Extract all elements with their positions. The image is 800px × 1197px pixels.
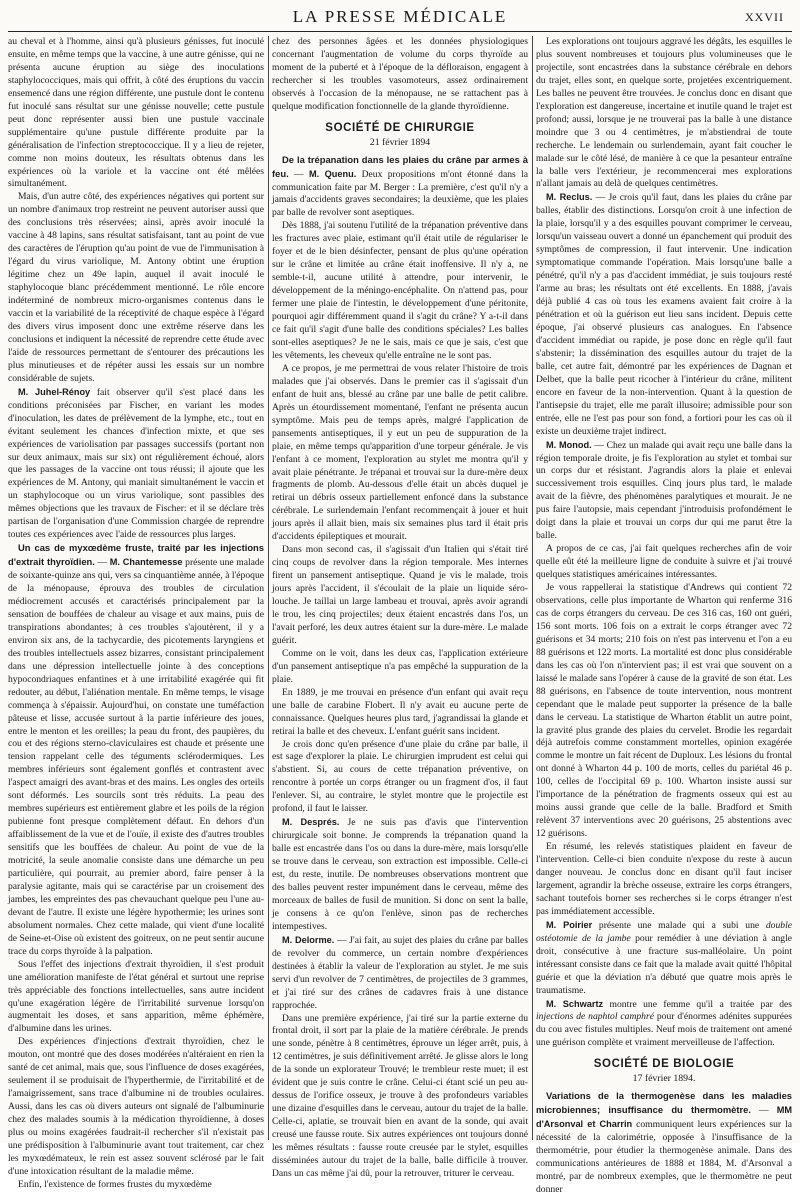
paragraph: Dès 1888, j'ai soutenu l'utilité de la trépanation préventive dans les fractures avec plaie, estimant qu'il était utile de régulariser le foyer et de le bien désinfecter, pensant de plus qu'une opération sur le crâne et limitée au crâne était inoffensive. Il n'y a, ne semble-t-il, aucune utilité à attendre, pour intervenir, le développement de la méningo-encéphalite. On n'attend pas, pour fermer une plaie de l'intestin, le développement d'une péritonite, pourquoi agir différemment quand il s'agit du crâne? Y a-t-il dans ce fait qu'il s'agit d'une balle des conditions spéciales? Les balles sont-elles aseptiques? Je ne le sais, mais ce que je sais, c'est que les vêtements, les cheveux qu'elle entraîne ne le sont pas. [272, 220, 528, 361]
paragraph: chez des personnes âgées et les données physiologiques concernant l'augmentation de volume du corps thyroïde au moment de la puberté et à l'époque de la défloraison, engagent à rechercher si les troubles vasomoteurs, assez ordinairement observés à l'occasion de la ménopause, ne se rattachent pas à quelque modification fonctionnelle de la glande thyroïdienne. [272, 36, 528, 112]
page-number: XXVII [745, 10, 784, 24]
communication-title: Variations de la thermogenèse dans les maladies microbiennes; insuffisance du thermomètre. [536, 1090, 792, 1116]
paragraph: Je crois donc qu'en présence d'une plaie du crâne par balle, il est sage d'explorer la plaie. Le chirurgien imprudent est celui qui s'abstient. Si, au cours de cette trépanation préventive, on rencontre à portée un corps étranger ou un fragment d'os, il faut l'enlever. Si, au contraire, le stylet montre que le projectile est profond, il faut le laisser. [272, 738, 528, 815]
paragraph-text: fait observer qu'il s'est placé dans les conditions préconisées par Fischer, en variant les modes d'inoculation, les dates de prélèvement de la lymphe, etc., tout en évitant seulement les chances d'infection mixte, et que ses expériences de variolisation par passages successifs (portant non sur deux animaux, mais sur six) ont régulièrement échoué, alors que les passages de la vaccine ont tous réussi; il ajoute que les expériences de M. Antony, qui maniait simultanément le vaccin et un staphylocoque ou un virus variolique, sont passibles des mêmes objections que les travaux de Fischer: et il se déclare très partisan de l'organisation d'une Commission chargée de reprendre toutes ces expériences avec l'aide de ressources plus larges. [8, 386, 264, 541]
speaker-name: M. Chantemesse [109, 557, 183, 568]
paragraph: Comme on le voit, dans les deux cas, l'application extérieure d'un pansement antiseptique n'a pas empêché la suppuration de la plaie. [272, 647, 528, 685]
speaker-name: M. Reclus. [546, 192, 593, 203]
paragraph [536, 998, 792, 1051]
header-rule [8, 31, 792, 32]
paragraph-text: présente une malade qui a subi une [592, 919, 766, 931]
column-3 [536, 36, 793, 1195]
paragraph: Enfin, l'existence de formes frustes du myxœdème [18, 1178, 212, 1190]
treatment-name: injections de naphtol camphré [536, 1011, 654, 1023]
paragraph-text: présente une malade de soixante-quinze ans qui, vers sa cinquantième année, à l'époque de la ménopause, éprouva des troubles de circulation médiocrement accusés et caractérisés principalement par la sensation de bouffées de chaleur au visage et aux mains, puis de transpirations abondantes; à ces troubles s'ajoutèrent, il y a environ six ans, de la tachycardie, des picotements laryngiens et des troubles intellectuels assez bizarres, consistant principalement dans une dépression intellectuelle jointe à des conceptions hypocondriaques enfantines et à une irritabilité exagérée qui fit redouter, au début, l'aliénation mentale. En même temps, le visage commença à s'épaissir. Aujourd'hui, on constate une tuméfaction pâteuse et lisse, accusée surtout à la partie inférieure des joues, entre le menton et les oreilles; la peau du front, des paupières, du cou et des régions sterno-claviculaires est chaude et présente une tension rappelant celle des téguments sclérodermiques. Les membres inférieurs sont également gonflés et contrastent avec l'aspect amaigri des avant-bras et des mains. Les ongles des orteils sont déformés. Les sourcils sont très réduits. La peau des membres supérieurs est entièrement glabre et les poils de la région pubienne font presque complètement défaut. En dehors d'un affaiblissement de la vue et de l'ouïe, il existe des d'autres troubles sensitifs que les bouffées de chaleur. Au point de vue de la motricité, la seule anomalie consiste dans une démarche un peu particulière, qui pourrait, au premier abord, faire penser à la paralysie agitante, mais qui se caractérise par un croisement des jambes, les empreintes des pas chevauchant quelque peu l'une au-devant de l'autre. Il existe une légère hypothermie; les urines sont absolument normales. Chez cette malade, qui vient d'une localité de Seine-et-Oise où existent des goitreux, on ne peut sentir aucune trace du corps thyroïde à la palpation. [8, 557, 264, 957]
speaker-name: MM d'Arsonval et Charrin [536, 1105, 793, 1130]
column-divider [268, 36, 269, 1140]
paragraph [536, 191, 792, 438]
column-2 [272, 36, 529, 1179]
paragraph-text: pour d'énormes adénites suppurées du cou avec fistules multiples. Neuf mois de traitement ont amené une guérison complète et vraiment merveilleuse de l'affection. [536, 1011, 792, 1049]
paragraph: En 1889, je me trouvai en présence d'un enfant qui avait reçu une balle de carabine Flobert. Il n'y avait eu aucune perte de connaissance. Quelques heures plus tard, j'agrandissai la glande et retirai la balle et des cheveux. L'enfant guérit sans incident. [272, 686, 528, 737]
section-date: 21 février 1894 [369, 136, 431, 148]
paragraph: Je vous rappellerai la statistique d'Andrews qui contient 72 observations, celle plus importante de Wharton qui renferme 316 cas de corps étrangers du cerveau. De ces 316 cas, 160 ont guéri, 156 sont morts. 106 fois on a extrait le corps étranger avec 72 guérisons et 34 morts; 210 fois on n'est pas intervenu et l'on a eu 88 guérisons et 122 morts. La mortalité est donc plus considérable dans les cas où l'on n'intervient pas; il est vrai que souvent on a laissé le malade sans l'opérer à cause de la gravité de son état. Les 88 guérisons, en l'absence de toute intervention, nous montrent cependant que le malade peut supporter la présence de la balle dans le cerveau. La statistique de Wharton établit un autre point, la gravité plus grande des plaies du cervelet. Brodie les regardait déjà autrefois comme constamment mortelles, opinion exagérée comme le montre un fait récent de Duploux. Les lésions du frontal ont donné à Wharton 44 p. 100 de morts, celles du pariétal 46 p. 100, celles de l'occipital 69 p. 100. Wharton insiste aussi sur l'importance de la pénétration de fragments osseux qui est au moins aussi grande que celle de la balle. Bradford et Smith relèvent 37 interventions avec 20 guérisons, 25 abstentions avec 12 guérisons. [536, 582, 792, 840]
paragraph-text: — J'ai fait, au sujet des plaies du crâne par balles de revolver du commerce, un certain nombre d'expériences destinées à établir la valeur de l'exploration au stylet. Je me suis servi d'un revolver de 7 centimètres, de projectiles de 3 grammes, et j'ai tiré sur des crânes de cadavres frais à une distance rapprochée. [272, 934, 529, 1011]
communication-title: De la trépanation dans les plaies du crâne par armes à feu. [272, 153, 528, 179]
speaker-name: M. Després. [282, 817, 340, 828]
section-date: 17 février 1894. [632, 1073, 696, 1085]
paragraph: Des expériences d'injections d'extrait thyroïdien, chez le mouton, ont montré que des doses modérées n'altéraient en rien la santé de cet animal, mais que, sous l'influence de doses exagérées, seulement il se produisait de l'hyperthermie, de l'irritabilité et de l'amaigrissement, sans trace d'albumine ni de troubles oculaires. Aussi, dans les cas où divers auteurs ont signalé de l'albuminurie chez des malades soumis à la médication thyroïdienne, à doses plus ou moins exagérées faudrait-il rechercher s'il n'existait pas une prédisposition à l'albuminurie avant tout traitement, car chez les myxœdémateux, le rein est assez souvent sclérosé par le fait d'une intoxication résultant de la maladie même. [8, 1036, 264, 1177]
speaker-name: M. Poirier [546, 919, 593, 930]
paragraph-text: communiquent leurs expériences sur la nécessité de la calorimétrie, opposée à l'insuffisance de la thermométrie, pour étudier la thermogenèse animale. Dans des communications antérieures de 1888 et 1884, M. d'Arsonval a montré, par de nombreux exemples, que le thermomètre ne peut donner [536, 1119, 792, 1195]
paragraph: Un cas de myxœdème fruste, traité par les injections d'extrait thyroïdien. — M. Chantemesse présente une malade de soixante-quinze ans qui, vers sa cinquantième année, à l'époque de la ménopause, éprouva des troubles de circulation médiocrement accusés et caractérisés principalement par la sensation de bouffées de chaleur au visage et aux mains, puis de transpirations abondantes; à ces troubles s'ajoutèrent, il y a environ six ans, de la tachycardie, des picotements laryngiens et des troubles intellectuels assez bizarres, consistant principalement dans une dépression intellectuelle jointe à des conceptions hypocondriaques enfantines et à une irritabilité exagérée qui fit redouter, au début, l'aliénation mentale. En même temps, le visage commença à s'épaissir. Aujourd'hui, on constate une tuméfaction pâteuse et lisse, accusée surtout à la partie inférieure des joues, entre le menton et les oreilles; la peau du front, des paupières, du cou et des régions sterno-claviculaires est chaude et présente une tension rappelant celle des téguments sclérodermiques. Les membres inférieurs sont également gonflés et contrastent avec l'aspect amaigri des avant-bras et des mains. Les ongles des orteils sont déformés. Les sourcils sont très réduits. La peau des membres supérieurs est entièrement glabre et les poils de la région pubienne font presque complètement défaut. En dehors d'un affaiblissement de la vue et de l'ouïe, il existe des d'autres troubles sensitifs que les bouffées de chaleur. Au point de vue de la motricité, la seule anomalie consiste dans une démarche un peu particulière, qui pourrait, au premier abord, faire penser à la paralysie agitante, mais qui se caractérise par un croisement des jambes, les empreintes des pas chevauchant quelque peu l'une au-devant de l'autre. Il existe une légère hypothermie; les urines sont absolument normales. Chez cette malade, qui vient d'une localité de Seine-et-Oise où existent des goitreux, on ne peut sentir aucune trace du corps thyroïde à la palpation. [8, 542, 264, 957]
paragraph: Dans mon second cas, il s'agissait d'un Italien qui s'était tiré cinq coups de revolver dans la région temporale. Mes internes firent un pansement antiseptique. Quand je vis le malade, trois jours après l'accident, il s'écoulait de la plaie un liquide séro-louche. Je taillai un large lambeau et trouvai, après avoir agrandi le trou, les cinq projectiles; deux étaient encastrés dans l'os, un l'avait perforé, les deux autres étaient sur la dure-mère. Le malade guérit. [272, 544, 528, 646]
paragraph [8, 386, 264, 542]
procedure-name: double ostéotomie de la jambe [536, 919, 792, 944]
communication-title: Un cas de myxœdème fruste, traité par les injections d'extrait thyroïdien. [8, 542, 264, 568]
paragraph-text: pour remédier à une déviation à angle droit, consécutive à une fracture sus-malléolaire. Un point intéressant consiste dans ce fait que la malade avait quitté l'hôpital guérie et que la déviation n'a débuté que quatre mois après le traumatisme. [536, 932, 792, 996]
section-heading: SOCIÉTÉ DE BIOLOGIE [593, 1058, 735, 1071]
paragraph [536, 919, 792, 998]
paragraph: A ce propos, je me permettrai de vous relater l'histoire de trois malades que j'ai observés. Dans le premier cas il s'agissait d'un enfant de huit ans, blessé au crâne par une balle de petit calibre. Après un étourdissement momentané, l'enfant ne présenta aucun symptôme. Mais peu de temps après, malgré l'application de pansements antiseptiques, il y eut un peu de suppuration de la plaie, en même temps qu'apparition d'une torpeur générale. Je vis l'enfant à ce moment, l'exploration au stylet me montra qu'il y avait plaie pénétrante. Je trépanai et trouvai sur la dure-mère deux fragments de plomb. Au-dessous d'elle était un abcès duquel je retirai un débris osseux partiellement enfoncé dans la substance cérébrale. Le surlendemain l'enfant recommençait à jouer et huit jours après il allait bien, mais six semaines plus tard il était pris d'accidents épileptiques et mourait. [272, 362, 528, 543]
paragraph: Variations de la thermogenèse dans les maladies microbiennes; insuffisance du thermomètre. — MM d'Arsonval et Charrin communiquent leurs expériences sur la nécessité de la calorimétrie, opposée à l'insuffisance de la thermométrie, pour étudier la thermogenèse animale. Dans des communications antérieures de 1888 et 1884, M. d'Arsonval a montré, par de nombreux exemples, que le thermomètre ne peut donner [536, 1090, 793, 1195]
paragraph: au cheval et à l'homme, ainsi qu'à plusieurs génisses, fut inoculé ensuite, en même temps que la vaccine, à une autre génisse, qui ne présenta aucune éruption au siège des inoculations staphylococciques, mais qui offrit, à côté des éruptions du vaccin ensemencé dans une région différente, une pustule dont le contenu fut inoculé sans résultat sur une génisse nouvelle; cette pustule peut donc représenter aussi bien une pustule vaccinale supplémentaire qu'une pustule différente produite par la généralisation de l'infection streptococcique. Il y a lieu de rejeter, comme non moins douteux, les résultats obtenus dans les expériences où la variole et la vaccine ont été mêlées simultanément. [8, 36, 264, 190]
journal-title: LA PRESSE MÉDICALE [292, 7, 508, 26]
speaker-name: M. Monod. [546, 439, 592, 450]
column-divider [532, 36, 533, 1140]
speaker-name: M. Quenu. [308, 168, 357, 179]
paragraph-text: Deux propositions m'ont étonné dans la communication faite par M. Berger : La première, c'est qu'il n'y a jamais d'accidents graves secondaires; la deuxième, que les plaies par balle de revolver sont aseptiques. [272, 168, 529, 219]
paragraph [272, 934, 528, 1013]
section-heading: SOCIÉTÉ DE CHIRURGIE [325, 121, 475, 134]
paragraph: Sous l'effet des injections d'extrait thyroïdien, il s'est produit une amélioration manifeste de l'état général et surtout une reprise très appréciable des fonctions intellectuelles, sans autre incident qu'une exagération légère de l'irritabilité survenue lorsqu'on augmentait les doses, et sans apparition, même éphémère, d'albumine dans les urines. [8, 958, 264, 1035]
paragraph [536, 439, 792, 544]
paragraph: A propos de ce cas, j'ai fait quelques recherches afin de voir quelle eût été la meilleure ligne de conduite à suivre et j'ai trouvé quelques statistiques américaines intéressantes. [536, 543, 792, 581]
speaker-name: M. Delorme. [282, 934, 335, 945]
paragraph: Mais, d'un autre côté, des expériences négatives qui portent sur un nombre d'animaux trop restreint ne peuvent autoriser aussi que des conclusions très réservées; ainsi, après avoir inoculé la vaccine à 48 lapins, sans résultat satisfaisant, tant au point de vue des caractères de l'éruption qu'au point de vue de l'immunisation à l'égard du virus variolique, M. Antony obtint une éruption légitime chez un 49e lapin, auquel il avait inoculé le staphylocoque blanc précédemment mentionné. Le rôle encore indéterminé de nombreux micro-organismes contenus dans le vaccin et la variabilité de la réceptivité de chaque espèce à l'égard des divers virus imposent donc une extrême réserve dans les conclusions et indiquent la nécessité de reprendre cette étude avec l'aide de ressources permettant de s'entourer des précautions les plus minutieuses et de répéter aussi les essais sur un nombre considérable de sujets. [8, 191, 264, 384]
speaker-name: M. Juhel-Rénoy [18, 386, 91, 397]
paragraph: Dans une première expérience, j'ai tiré sur la partie externe du frontal droit, il sort par la plaie de la matière cérébrale. Je prends une sonde, pénètre à 8 centimètres, éprouve un léger arrêt, puis, à 12 centimètres, je suis définitivement arrêté. Je glisse alors le long de la sonde un explorateur Trouvé; le trembleur reste muet; il est évident que je suis contre le crâne. Celui-ci étant scié un peu au-dessus de l'orifice osseux, je trouve à des profondeurs variables une dizaine d'esquilles dans le cerveau, autour du trajet de la balle. Celle-ci, aplatie, se trouvait bien en avant de la sonde, qui avait creusé une fausse route. Six autres expériences ont toujours donné les mêmes résultats : fausse route creusée par le stylet, esquilles disséminées autour du trajet de la balle, balle difficile à trouver. Dans un cas même j'ai dû, pour la retrouver, triturer le cerveau. [272, 1012, 528, 1179]
column-1 [8, 36, 264, 1190]
paragraph-text: — Je crois qu'il faut, dans les plaies du crâne par balles, établir des distinctions. Lorsqu'on croit à une infection de la plaie, lorsqu'il y a des esquilles pouvant comprimer le cerveau, lorsqu'un vaisseau ouvert a donné un épanchement qui produit des symptômes de compression, il faut intervenir. Une indication symptomatique commande l'opération. Mais lorsqu'une balle a pénétré, qu'il n'y a pas d'accident immédiat, je suis toujours resté l'arme au bras; les résultats ont été excellents. En 1888, j'avais déjà publié 4 cas où tous les examens avaient fait croire à la pénétration et où la guérison eut lieu sans incident. Depuis cette époque, j'ai observé plusieurs cas analogues. En l'absence d'accident immédiat ou rapide, je pose donc en règle qu'il faut s'abstenir; la dissémination des esquilles autour du trajet de la balle, cet autre fait, démontré par les expériences de Dagnan et Delbet, que la balle peut ricocher à l'intérieur du crâne, militent encore en faveur de la non-intervention. Quant à la question de l'antisepsie du trajet, elle me paraît illusoire; admissible pour son entrée, elle ne l'est pas pour son fond, a fortiori pour les cas où il existe un deuxième trajet indirect. [536, 192, 792, 437]
paragraph [272, 816, 528, 934]
paragraph: Les explorations ont toujours aggravé les dégâts, les esquilles le plus souvent nombreuses et toujours plus volumineuses que le projectile, sont encastrées dans la substance cérébrale en dehors du trajet, elles sont, en quelque sorte, projetées excentriquement. Les balles ne peuvent être trouvées. Je conclus donc en disant que l'exploration est dangereuse, incertaine et inutile quand le trajet est profond; aussi, lorsque je ne trouverai pas la balle à une distance moindre que 3 ou 4 centimètres, je m'abstiendrai de toute recherche. Le lendemain ou surlendemain, ayant fait coucher le malade sur le côté lésé, de manière à ce que la pesanteur entraîne la balle vers l'extérieur, je recommencerai mes explorations n'allant jamais au delà de quelques centimètres. [536, 36, 792, 190]
speaker-name: M. Schwartz [546, 998, 604, 1009]
paragraph-text: — Chez un malade qui avait reçu une balle dans la région temporale droite, je fis l'exploration au stylet et tombai sur un corps dur et résistant. J'agrandis alors la plaie et enlevai successivement trois esquilles. Cinq jours plus tard, le malade avait de la fièvre, des phénomènes paralytiques et mourait. Je ne pus faire l'autopsie, mais cependant j'introduisis profondément le doigt dans la plaie et trouvai un corps dur qui me parut être la balle. [536, 439, 792, 542]
text-columns [8, 36, 793, 1195]
paragraph: De la trépanation dans les plaies du crâne par armes à feu. — M. Quenu. Deux propositions m'ont étonné dans la communication faite par M. Berger : La première, c'est qu'il n'y a jamais d'accidents graves secondaires; la deuxième, que les plaies par balle de revolver sont aseptiques. [272, 153, 529, 219]
running-head [8, 5, 792, 31]
paragraph: En résumé, les relevés statistiques plaident en faveur de l'intervention. Celle-ci bien conduite n'expose du reste à aucun danger nouveau. Je conclus donc en disant qu'il faut inciser largement, agrandir la brèche osseuse, extraire les corps étrangers, sachant toutefois borner ses recherches si le corps étranger n'est pas immédiatement accessible. [536, 841, 792, 917]
paragraph-text: Je ne suis pas d'avis que l'intervention chirurgicale soit bonne. Je comprends la trépanation quand la balle est encastrée dans l'os ou dans la dure-mère, mais lorsqu'elle se trouve dans le cerveau, son extraction est impossible. Celle-ci est, du reste, inutile. De nombreuses observations montrent que des balles peuvent rester impunément dans le cerveau, même des morceaux de balles de fusil de munition. Si donc on sent la balle, je consens à ce qu'on l'enlève, sinon pas de recherches intempestives. [272, 817, 528, 932]
paragraph-text: montre une femme qu'il a traitée par des [603, 998, 792, 1010]
